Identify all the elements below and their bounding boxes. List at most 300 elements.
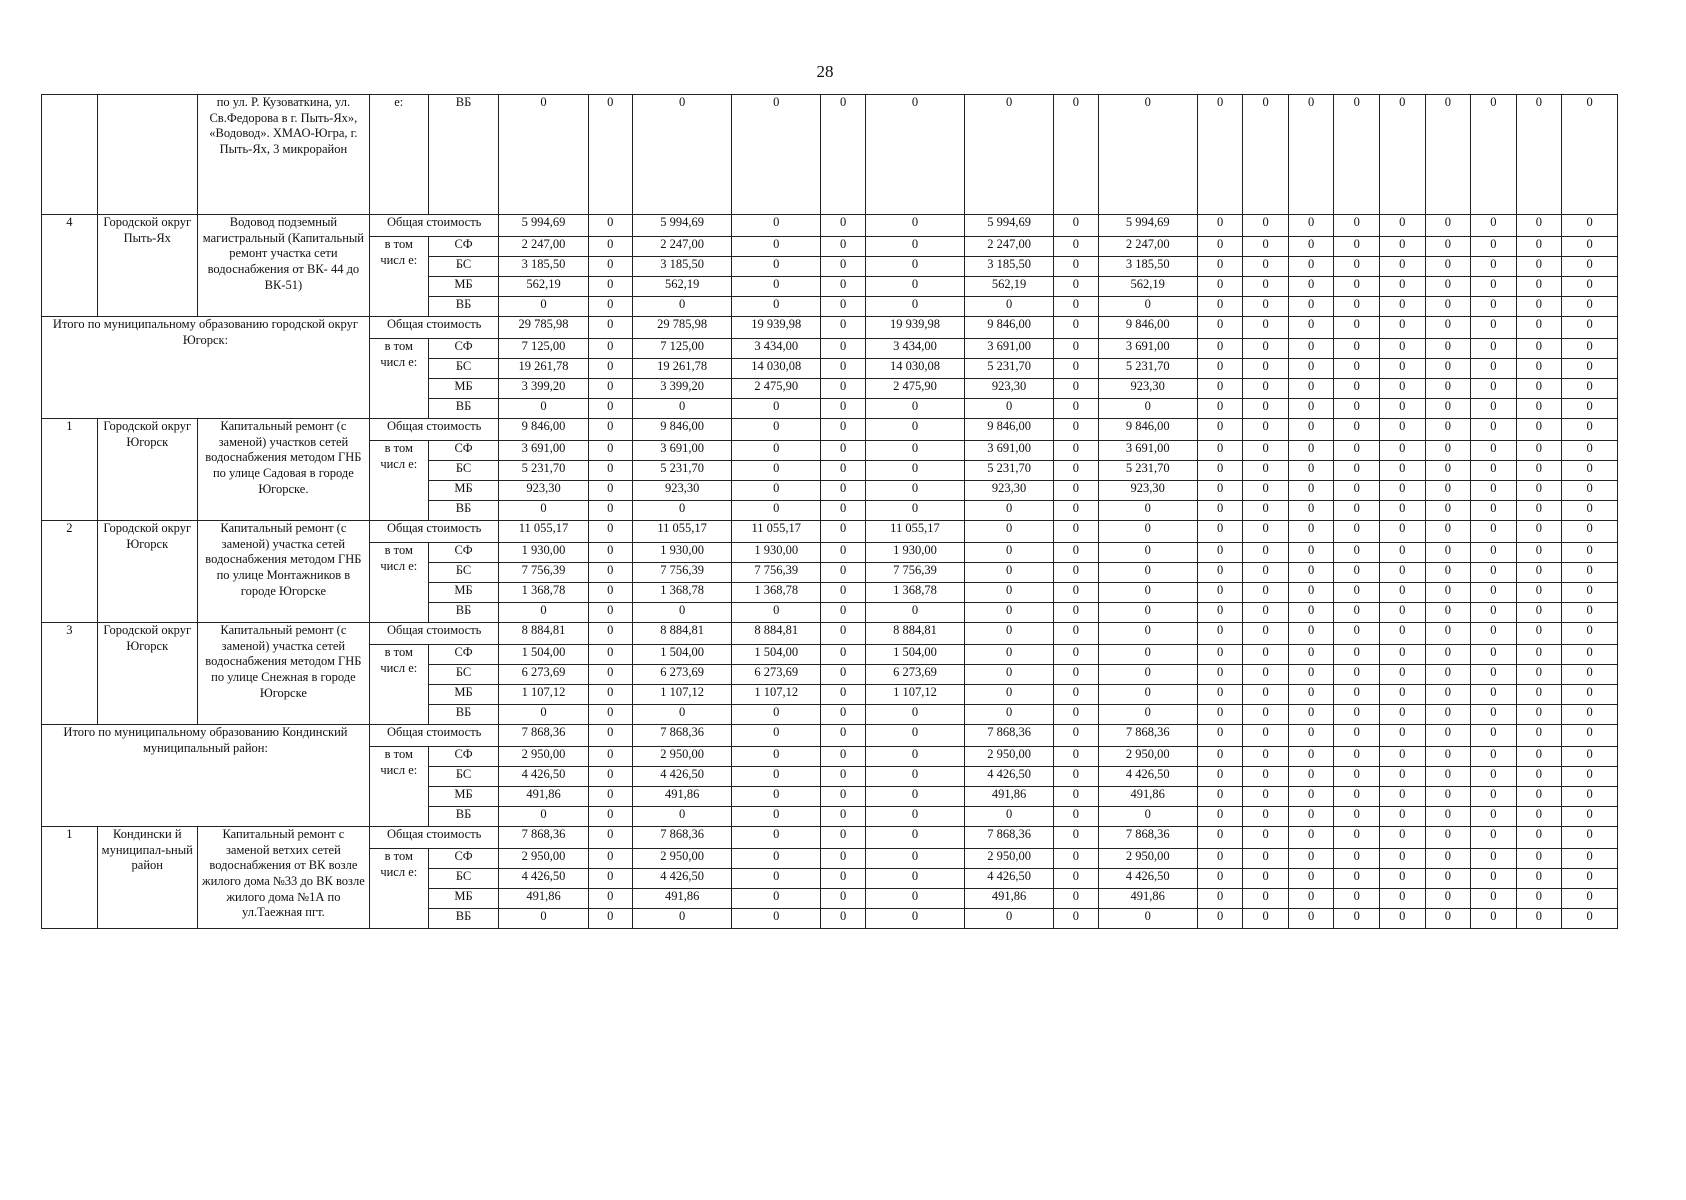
value-cell: 0: [1562, 501, 1618, 521]
value-cell: 1 930,00: [732, 543, 821, 563]
value-cell: 0: [1471, 237, 1517, 257]
value-cell: 3 185,50: [1098, 257, 1197, 277]
value-cell: 5 231,70: [965, 359, 1054, 379]
value-cell: 0: [1425, 869, 1471, 889]
value-cell: 0: [821, 379, 866, 399]
value-cell: 0: [732, 827, 821, 849]
value-cell: 0: [588, 827, 633, 849]
value-cell: 0: [1562, 441, 1618, 461]
value-cell: 0: [1334, 215, 1380, 237]
value-cell: 0: [1288, 339, 1334, 359]
project-description: Капитальный ремонт с заменой ветхих сетей водоснабжения от ВК возле жилого дома №33 до ВК возле жилого дома №1А по ул.Таежная пгт.: [197, 827, 369, 929]
value-cell: 0: [1562, 767, 1618, 787]
value-cell: 0: [1098, 297, 1197, 317]
value-cell: 0: [588, 767, 633, 787]
value-cell: 0: [1380, 849, 1426, 869]
value-cell: 0: [1380, 257, 1426, 277]
value-cell: 14 030,08: [732, 359, 821, 379]
value-cell: 0: [1425, 521, 1471, 543]
value-cell: 0: [1516, 583, 1562, 603]
value-cell: 0: [1516, 603, 1562, 623]
value-cell: 0: [865, 807, 964, 827]
value-cell: 0: [965, 623, 1054, 645]
value-cell: 0: [1054, 767, 1099, 787]
value-cell: 9 846,00: [633, 419, 732, 441]
value-cell: 3 185,50: [633, 257, 732, 277]
value-cell: 0: [1098, 95, 1197, 215]
value-cell: 923,30: [1098, 481, 1197, 501]
value-cell: 0: [1334, 521, 1380, 543]
value-cell: 0: [1425, 705, 1471, 725]
value-cell: 1 930,00: [499, 543, 588, 563]
value-cell: 0: [1288, 317, 1334, 339]
value-cell: 2 247,00: [499, 237, 588, 257]
value-cell: 0: [588, 563, 633, 583]
value-cell: 0: [1197, 685, 1243, 705]
value-cell: 0: [1516, 665, 1562, 685]
value-cell: 0: [1425, 481, 1471, 501]
value-cell: 0: [1288, 543, 1334, 563]
value-cell: 0: [732, 95, 821, 215]
value-cell: 0: [1516, 747, 1562, 767]
district-name: Городской округ Югорск: [97, 623, 197, 725]
source-label: СФ: [428, 645, 499, 665]
value-cell: 0: [1334, 747, 1380, 767]
value-cell: 0: [588, 481, 633, 501]
value-cell: 0: [821, 563, 866, 583]
value-cell: 0: [1425, 909, 1471, 929]
value-cell: 0: [1098, 909, 1197, 929]
value-cell: 0: [821, 297, 866, 317]
value-cell: 0: [1054, 419, 1099, 441]
value-cell: 19 939,98: [732, 317, 821, 339]
value-cell: 0: [1380, 747, 1426, 767]
value-cell: 0: [1197, 399, 1243, 419]
value-cell: 0: [588, 623, 633, 645]
total-cost-label: Общая стоимость: [369, 215, 499, 237]
value-cell: 0: [732, 297, 821, 317]
value-cell: 19 261,78: [499, 359, 588, 379]
value-cell: 0: [1380, 645, 1426, 665]
value-cell: 0: [1562, 257, 1618, 277]
value-cell: 0: [1425, 501, 1471, 521]
value-cell: 0: [1334, 827, 1380, 849]
value-cell: 0: [1334, 237, 1380, 257]
value-cell: 0: [865, 747, 964, 767]
value-cell: 0: [1562, 379, 1618, 399]
value-cell: 1 504,00: [633, 645, 732, 665]
value-cell: 0: [1197, 583, 1243, 603]
value-cell: 0: [499, 705, 588, 725]
value-cell: 0: [1562, 889, 1618, 909]
value-cell: 3 399,20: [499, 379, 588, 399]
value-cell: 0: [1288, 747, 1334, 767]
value-cell: 0: [1334, 869, 1380, 889]
value-cell: 0: [633, 807, 732, 827]
value-cell: 0: [821, 623, 866, 645]
value-cell: 0: [821, 521, 866, 543]
value-cell: 0: [1334, 909, 1380, 929]
value-cell: 0: [1471, 665, 1517, 685]
row-number: 3: [42, 623, 98, 725]
value-cell: 0: [1562, 645, 1618, 665]
value-cell: 0: [1243, 95, 1289, 215]
value-cell: 0: [1054, 787, 1099, 807]
value-cell: 0: [1243, 237, 1289, 257]
value-cell: 8 884,81: [633, 623, 732, 645]
value-cell: 0: [588, 705, 633, 725]
value-cell: 0: [1243, 317, 1289, 339]
value-cell: 0: [1562, 399, 1618, 419]
value-cell: 0: [1054, 665, 1099, 685]
value-cell: 0: [1288, 623, 1334, 645]
value-cell: 0: [965, 705, 1054, 725]
value-cell: 0: [1380, 521, 1426, 543]
value-cell: 0: [588, 521, 633, 543]
value-cell: 0: [732, 767, 821, 787]
value-cell: 0: [1054, 705, 1099, 725]
value-cell: 0: [1054, 685, 1099, 705]
value-cell: 0: [1243, 603, 1289, 623]
value-cell: 0: [588, 849, 633, 869]
value-cell: 0: [1562, 237, 1618, 257]
value-cell: 0: [1562, 419, 1618, 441]
value-cell: 0: [588, 747, 633, 767]
value-cell: 0: [1243, 909, 1289, 929]
value-cell: 0: [1098, 807, 1197, 827]
value-cell: 0: [965, 563, 1054, 583]
value-cell: 0: [1562, 787, 1618, 807]
value-cell: 9 846,00: [1098, 419, 1197, 441]
value-cell: 0: [1334, 623, 1380, 645]
value-cell: 0: [633, 399, 732, 419]
value-cell: 0: [1054, 645, 1099, 665]
value-cell: 4 426,50: [1098, 869, 1197, 889]
value-cell: 0: [865, 909, 964, 929]
value-cell: 5 994,69: [633, 215, 732, 237]
value-cell: 0: [865, 501, 964, 521]
value-cell: 0: [1054, 481, 1099, 501]
value-cell: 0: [1288, 237, 1334, 257]
value-cell: 4 426,50: [499, 869, 588, 889]
value-cell: 0: [1516, 563, 1562, 583]
value-cell: 0: [1471, 257, 1517, 277]
value-cell: 923,30: [1098, 379, 1197, 399]
value-cell: 0: [821, 583, 866, 603]
value-cell: 0: [865, 889, 964, 909]
value-cell: 0: [821, 257, 866, 277]
source-label: БС: [428, 461, 499, 481]
value-cell: 0: [865, 705, 964, 725]
source-label: ВБ: [428, 399, 499, 419]
value-cell: 0: [1380, 215, 1426, 237]
value-cell: 0: [1288, 521, 1334, 543]
value-cell: 0: [1197, 379, 1243, 399]
value-cell: 0: [1288, 583, 1334, 603]
incl-label: в том числ е:: [369, 441, 428, 521]
value-cell: 29 785,98: [633, 317, 732, 339]
value-cell: 0: [1288, 481, 1334, 501]
value-cell: 0: [1516, 521, 1562, 543]
value-cell: 0: [1243, 215, 1289, 237]
value-cell: 0: [1562, 725, 1618, 747]
value-cell: 0: [1197, 317, 1243, 339]
total-cost-label: Общая стоимость: [369, 827, 499, 849]
value-cell: 0: [1098, 521, 1197, 543]
source-label: ВБ: [428, 909, 499, 929]
value-cell: 0: [1054, 95, 1099, 215]
source-label: ВБ: [428, 603, 499, 623]
value-cell: 0: [1243, 623, 1289, 645]
value-cell: 0: [1334, 277, 1380, 297]
value-cell: 0: [1288, 501, 1334, 521]
value-cell: 0: [865, 849, 964, 869]
value-cell: 0: [1054, 623, 1099, 645]
value-cell: 0: [1471, 501, 1517, 521]
value-cell: 3 691,00: [499, 441, 588, 461]
value-cell: 0: [1334, 685, 1380, 705]
value-cell: 0: [1054, 237, 1099, 257]
value-cell: 0: [1471, 747, 1517, 767]
value-cell: 0: [633, 603, 732, 623]
value-cell: 491,86: [1098, 889, 1197, 909]
value-cell: 0: [1425, 441, 1471, 461]
value-cell: 0: [1334, 399, 1380, 419]
source-label: БС: [428, 563, 499, 583]
value-cell: 0: [1054, 379, 1099, 399]
subtotal-label: Итого по муниципальному образованию Кондинский муниципальный район:: [42, 725, 370, 827]
value-cell: 0: [1471, 543, 1517, 563]
value-cell: 0: [1471, 277, 1517, 297]
project-row: [42, 419, 1618, 441]
value-cell: 3 185,50: [965, 257, 1054, 277]
source-label: МБ: [428, 583, 499, 603]
value-cell: 0: [1380, 317, 1426, 339]
value-cell: 1 930,00: [865, 543, 964, 563]
value-cell: 0: [1380, 297, 1426, 317]
value-cell: 0: [1334, 787, 1380, 807]
value-cell: 0: [965, 807, 1054, 827]
value-cell: 4 426,50: [1098, 767, 1197, 787]
value-cell: 0: [821, 827, 866, 849]
value-cell: 0: [1380, 237, 1426, 257]
source-label: ВБ: [428, 705, 499, 725]
value-cell: 0: [1425, 317, 1471, 339]
value-cell: 2 475,90: [732, 379, 821, 399]
value-cell: 0: [821, 359, 866, 379]
value-cell: 0: [1562, 215, 1618, 237]
value-cell: 0: [1425, 603, 1471, 623]
value-cell: 0: [1197, 909, 1243, 929]
value-cell: 0: [1425, 849, 1471, 869]
value-cell: 2 950,00: [1098, 849, 1197, 869]
value-cell: 1 368,78: [865, 583, 964, 603]
value-cell: 0: [1471, 623, 1517, 645]
value-cell: 0: [1425, 297, 1471, 317]
source-label: СФ: [428, 339, 499, 359]
value-cell: 0: [588, 95, 633, 215]
value-cell: 0: [1471, 685, 1517, 705]
value-cell: 0: [1288, 767, 1334, 787]
value-cell: 2 950,00: [965, 747, 1054, 767]
value-cell: 0: [1380, 419, 1426, 441]
value-cell: 0: [732, 461, 821, 481]
source-label: ВБ: [428, 297, 499, 317]
value-cell: 5 231,70: [499, 461, 588, 481]
value-cell: 0: [1562, 807, 1618, 827]
value-cell: 491,86: [633, 889, 732, 909]
value-cell: 0: [732, 257, 821, 277]
total-cost-label: Общая стоимость: [369, 521, 499, 543]
value-cell: 0: [1471, 767, 1517, 787]
value-cell: 0: [1516, 317, 1562, 339]
project-description: по ул. Р. Кузоваткина, ул. Св.Федорова в г. Пыть-Ях», «Водовод». ХМАО-Югра, г. Пыть-Ях, 3 микрорайон: [197, 95, 369, 215]
value-cell: 0: [1288, 685, 1334, 705]
row-number: 4: [42, 215, 98, 317]
value-cell: 3 691,00: [633, 441, 732, 461]
value-cell: 0: [1516, 889, 1562, 909]
value-cell: 2 950,00: [499, 747, 588, 767]
value-cell: 9 846,00: [965, 419, 1054, 441]
value-cell: 562,19: [965, 277, 1054, 297]
value-cell: 0: [1471, 563, 1517, 583]
value-cell: 5 231,70: [1098, 461, 1197, 481]
value-cell: 0: [1288, 419, 1334, 441]
source-label: МБ: [428, 277, 499, 297]
value-cell: 0: [1425, 419, 1471, 441]
value-cell: 0: [821, 481, 866, 501]
value-cell: 0: [1288, 563, 1334, 583]
value-cell: 0: [1471, 787, 1517, 807]
value-cell: 0: [1334, 501, 1380, 521]
district-name: Городской округ Югорск: [97, 521, 197, 623]
value-cell: 0: [1380, 665, 1426, 685]
value-cell: 0: [588, 603, 633, 623]
value-cell: 0: [1516, 501, 1562, 521]
value-cell: 2 247,00: [965, 237, 1054, 257]
value-cell: 0: [1243, 747, 1289, 767]
value-cell: 923,30: [633, 481, 732, 501]
page-number: 28: [816, 62, 834, 81]
value-cell: 0: [965, 909, 1054, 929]
value-cell: 0: [1334, 297, 1380, 317]
value-cell: 0: [821, 95, 866, 215]
value-cell: 0: [865, 869, 964, 889]
value-cell: 7 868,36: [1098, 725, 1197, 747]
value-cell: 0: [1098, 685, 1197, 705]
value-cell: 0: [1334, 725, 1380, 747]
value-cell: 0: [1197, 645, 1243, 665]
value-cell: 0: [499, 297, 588, 317]
value-cell: 0: [821, 665, 866, 685]
value-cell: 0: [1243, 869, 1289, 889]
value-cell: 0: [1288, 889, 1334, 909]
value-cell: 29 785,98: [499, 317, 588, 339]
value-cell: 0: [1243, 807, 1289, 827]
value-cell: 0: [865, 257, 964, 277]
value-cell: 0: [732, 807, 821, 827]
value-cell: 0: [633, 501, 732, 521]
value-cell: 0: [1425, 807, 1471, 827]
value-cell: 0: [865, 725, 964, 747]
value-cell: 0: [1054, 257, 1099, 277]
value-cell: 0: [1243, 849, 1289, 869]
value-cell: 7 868,36: [633, 725, 732, 747]
value-cell: 1 107,12: [865, 685, 964, 705]
value-cell: 0: [1334, 543, 1380, 563]
value-cell: 1 368,78: [633, 583, 732, 603]
value-cell: 0: [1243, 257, 1289, 277]
value-cell: 0: [1471, 807, 1517, 827]
value-cell: 0: [1425, 685, 1471, 705]
value-cell: 0: [1334, 603, 1380, 623]
value-cell: 0: [1334, 665, 1380, 685]
value-cell: 0: [1516, 685, 1562, 705]
value-cell: 9 846,00: [499, 419, 588, 441]
value-cell: 0: [1288, 665, 1334, 685]
value-cell: 0: [499, 603, 588, 623]
value-cell: 6 273,69: [865, 665, 964, 685]
value-cell: 0: [588, 583, 633, 603]
value-cell: 0: [1425, 399, 1471, 419]
value-cell: 0: [1516, 441, 1562, 461]
value-cell: 0: [1197, 725, 1243, 747]
value-cell: 0: [865, 237, 964, 257]
row-number-cell: [42, 95, 98, 215]
value-cell: 923,30: [499, 481, 588, 501]
value-cell: 0: [1197, 705, 1243, 725]
value-cell: 0: [1288, 603, 1334, 623]
value-cell: 0: [1243, 461, 1289, 481]
value-cell: 0: [1288, 869, 1334, 889]
value-cell: 5 994,69: [1098, 215, 1197, 237]
district-name: Кондински й муниципал-ьный район: [97, 827, 197, 929]
value-cell: 19 261,78: [633, 359, 732, 379]
value-cell: 0: [821, 869, 866, 889]
value-cell: 0: [1054, 849, 1099, 869]
value-cell: 0: [965, 583, 1054, 603]
value-cell: 0: [821, 685, 866, 705]
project-row: [42, 521, 1618, 543]
source-label: МБ: [428, 889, 499, 909]
value-cell: 0: [1380, 603, 1426, 623]
value-cell: 0: [732, 747, 821, 767]
value-cell: 0: [965, 543, 1054, 563]
value-cell: 0: [1380, 685, 1426, 705]
value-cell: 0: [1197, 787, 1243, 807]
value-cell: 5 231,70: [965, 461, 1054, 481]
value-cell: 0: [1380, 827, 1426, 849]
value-cell: 0: [1098, 665, 1197, 685]
value-cell: 0: [1471, 339, 1517, 359]
value-cell: 1 368,78: [732, 583, 821, 603]
value-cell: 14 030,08: [865, 359, 964, 379]
value-cell: 0: [588, 359, 633, 379]
value-cell: 0: [965, 645, 1054, 665]
value-cell: 0: [1380, 583, 1426, 603]
value-cell: 0: [1054, 807, 1099, 827]
value-cell: 0: [588, 441, 633, 461]
value-cell: 0: [1334, 461, 1380, 481]
value-cell: 0: [865, 95, 964, 215]
value-cell: 491,86: [1098, 787, 1197, 807]
source-label: МБ: [428, 787, 499, 807]
value-cell: 0: [965, 665, 1054, 685]
value-cell: 0: [1098, 399, 1197, 419]
value-cell: 0: [1334, 95, 1380, 215]
value-cell: 0: [1471, 95, 1517, 215]
value-cell: 0: [865, 787, 964, 807]
